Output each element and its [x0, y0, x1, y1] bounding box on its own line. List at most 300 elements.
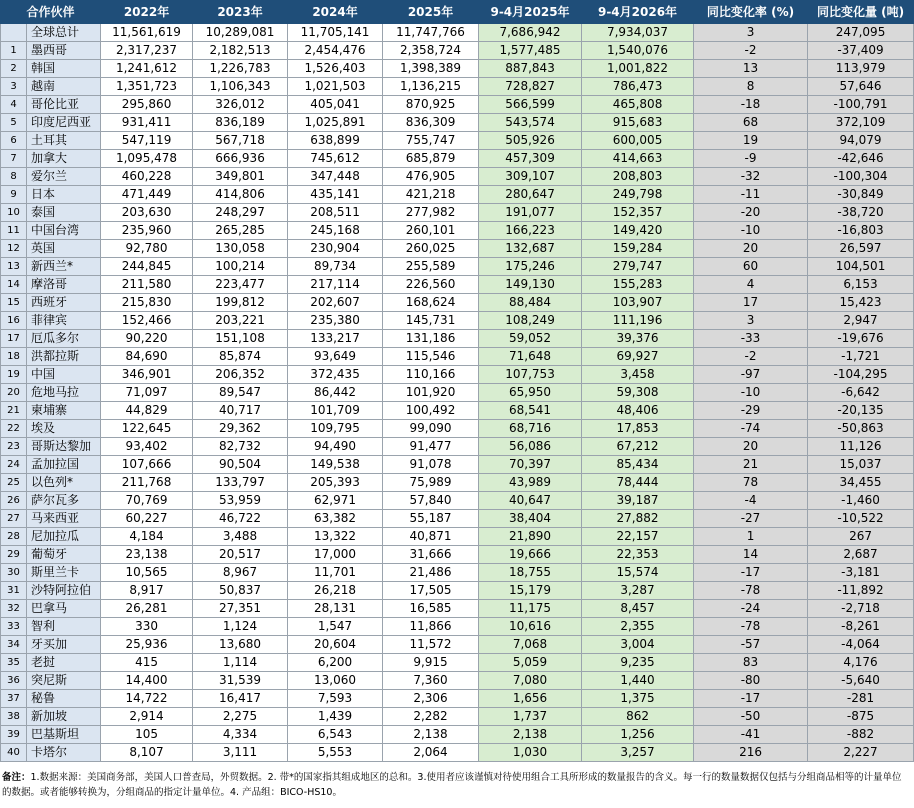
value-change-pct: -17 — [694, 690, 808, 708]
value-ytd-2025: 21,890 — [479, 528, 582, 546]
value-change-pct: -80 — [694, 672, 808, 690]
partner-name: 以色列* — [27, 474, 101, 492]
value-ytd-2025: 56,086 — [479, 438, 582, 456]
value-2022: 295,860 — [101, 96, 193, 114]
value-2023: 349,801 — [193, 168, 288, 186]
table-row[interactable] — [1, 582, 914, 600]
value-2024: 745,612 — [288, 150, 383, 168]
partner-name: 卡塔尔 — [27, 744, 101, 762]
value-2025: 11,866 — [383, 618, 479, 636]
value-2024: 101,709 — [288, 402, 383, 420]
table-row[interactable] — [1, 114, 914, 132]
value-ytd-2026: 17,853 — [582, 420, 694, 438]
value-change-pct: 14 — [694, 546, 808, 564]
rank-cell: 21 — [1, 402, 27, 420]
value-ytd-2025: 70,397 — [479, 456, 582, 474]
rank-cell: 35 — [1, 654, 27, 672]
value-ytd-2025: 309,107 — [479, 168, 582, 186]
value-ytd-2025: 175,246 — [479, 258, 582, 276]
value-2025: 277,982 — [383, 204, 479, 222]
value-change-qty: 6,153 — [808, 276, 914, 294]
value-2024: 11,705,141 — [288, 24, 383, 42]
table-row[interactable] — [1, 600, 914, 618]
table-row[interactable] — [1, 492, 914, 510]
table-row[interactable] — [1, 240, 914, 258]
rank-cell: 12 — [1, 240, 27, 258]
rank-cell: 31 — [1, 582, 27, 600]
table-row[interactable] — [1, 546, 914, 564]
table-row[interactable] — [1, 330, 914, 348]
rank-cell: 11 — [1, 222, 27, 240]
value-ytd-2026: 22,157 — [582, 528, 694, 546]
value-ytd-2025: 68,541 — [479, 402, 582, 420]
value-2023: 50,837 — [193, 582, 288, 600]
table-row[interactable] — [1, 96, 914, 114]
value-2024: 89,734 — [288, 258, 383, 276]
partner-name: 土耳其 — [27, 132, 101, 150]
value-change-pct: -20 — [694, 204, 808, 222]
value-2023: 206,352 — [193, 366, 288, 384]
value-change-pct: -33 — [694, 330, 808, 348]
partner-name: 智利 — [27, 618, 101, 636]
value-2023: 3,488 — [193, 528, 288, 546]
value-2022: 105 — [101, 726, 193, 744]
value-2022: 11,561,619 — [101, 24, 193, 42]
value-2024: 26,218 — [288, 582, 383, 600]
value-change-qty: -1,721 — [808, 348, 914, 366]
value-ytd-2025: 1,737 — [479, 708, 582, 726]
value-ytd-2025: 65,950 — [479, 384, 582, 402]
value-change-pct: -9 — [694, 150, 808, 168]
value-change-qty: 94,079 — [808, 132, 914, 150]
table-row[interactable] — [1, 456, 914, 474]
value-2023: 151,108 — [193, 330, 288, 348]
table-row[interactable] — [1, 438, 914, 456]
value-2023: 100,214 — [193, 258, 288, 276]
table-row[interactable] — [1, 168, 914, 186]
value-change-pct: -78 — [694, 618, 808, 636]
value-2024: 217,114 — [288, 276, 383, 294]
value-ytd-2025: 2,138 — [479, 726, 582, 744]
rank-cell: 27 — [1, 510, 27, 528]
partner-name: 印度尼西亚 — [27, 114, 101, 132]
value-change-pct: 68 — [694, 114, 808, 132]
value-2022: 152,466 — [101, 312, 193, 330]
value-2022: 25,936 — [101, 636, 193, 654]
partner-name: 中国台湾 — [27, 222, 101, 240]
value-2025: 685,879 — [383, 150, 479, 168]
value-2022: 346,901 — [101, 366, 193, 384]
table-row[interactable] — [1, 78, 914, 96]
value-ytd-2025: 71,648 — [479, 348, 582, 366]
value-2024: 93,649 — [288, 348, 383, 366]
value-2023: 46,722 — [193, 510, 288, 528]
rank-cell: 1 — [1, 42, 27, 60]
value-2024: 2,454,476 — [288, 42, 383, 60]
table-row[interactable] — [1, 654, 914, 672]
value-change-pct: -74 — [694, 420, 808, 438]
value-2025: 2,358,724 — [383, 42, 479, 60]
value-ytd-2025: 566,599 — [479, 96, 582, 114]
value-ytd-2026: 15,574 — [582, 564, 694, 582]
table-row[interactable] — [1, 222, 914, 240]
table-row[interactable] — [1, 204, 914, 222]
table-row[interactable] — [1, 186, 914, 204]
rank-cell: 9 — [1, 186, 27, 204]
value-2022: 14,722 — [101, 690, 193, 708]
table-row[interactable] — [1, 312, 914, 330]
value-2023: 567,718 — [193, 132, 288, 150]
table-row[interactable] — [1, 276, 914, 294]
value-2023: 82,732 — [193, 438, 288, 456]
value-change-pct: 60 — [694, 258, 808, 276]
rank-cell: 14 — [1, 276, 27, 294]
partner-name: 中国 — [27, 366, 101, 384]
header-ytd-2025[interactable]: 9-4月2025年 — [479, 1, 582, 24]
value-2025: 870,925 — [383, 96, 479, 114]
rank-cell: 8 — [1, 168, 27, 186]
value-ytd-2025: 15,179 — [479, 582, 582, 600]
value-2022: 60,227 — [101, 510, 193, 528]
value-2024: 62,971 — [288, 492, 383, 510]
value-2023: 1,106,343 — [193, 78, 288, 96]
value-2022: 8,107 — [101, 744, 193, 762]
value-2025: 11,747,766 — [383, 24, 479, 42]
header-change-qty[interactable]: 同比变化量 (吨) — [808, 1, 914, 24]
value-2025: 421,218 — [383, 186, 479, 204]
value-change-pct: 21 — [694, 456, 808, 474]
value-ytd-2025: 887,843 — [479, 60, 582, 78]
rank-cell: 23 — [1, 438, 27, 456]
table-row[interactable] — [1, 672, 914, 690]
value-ytd-2026: 208,803 — [582, 168, 694, 186]
partner-name: 加拿大 — [27, 150, 101, 168]
value-ytd-2025: 68,716 — [479, 420, 582, 438]
value-2025: 91,477 — [383, 438, 479, 456]
value-ytd-2026: 1,375 — [582, 690, 694, 708]
rank-cell: 29 — [1, 546, 27, 564]
value-change-qty: 15,037 — [808, 456, 914, 474]
partner-name: 全球总计 — [27, 24, 101, 42]
partner-name: 西班牙 — [27, 294, 101, 312]
value-2024: 11,701 — [288, 564, 383, 582]
table-row[interactable] — [1, 384, 914, 402]
value-ytd-2025: 10,616 — [479, 618, 582, 636]
value-2024: 230,904 — [288, 240, 383, 258]
value-change-qty: 2,687 — [808, 546, 914, 564]
rank-cell: 5 — [1, 114, 27, 132]
partner-name: 马来西亚 — [27, 510, 101, 528]
table-row[interactable] — [1, 708, 914, 726]
value-ytd-2025: 18,755 — [479, 564, 582, 582]
partner-name: 埃及 — [27, 420, 101, 438]
header-ytd-2026[interactable]: 9-4月2026年 — [582, 1, 694, 24]
value-change-pct: 8 — [694, 78, 808, 96]
rank-cell: 6 — [1, 132, 27, 150]
value-2025: 57,840 — [383, 492, 479, 510]
value-2025: 755,747 — [383, 132, 479, 150]
value-ytd-2025: 149,130 — [479, 276, 582, 294]
table-row[interactable] — [1, 132, 914, 150]
value-2023: 27,351 — [193, 600, 288, 618]
table-row[interactable] — [1, 60, 914, 78]
table-row[interactable] — [1, 510, 914, 528]
value-ytd-2026: 8,457 — [582, 600, 694, 618]
value-change-qty: -30,849 — [808, 186, 914, 204]
value-ytd-2026: 7,934,037 — [582, 24, 694, 42]
value-2022: 235,960 — [101, 222, 193, 240]
value-ytd-2025: 38,404 — [479, 510, 582, 528]
value-change-pct: 4 — [694, 276, 808, 294]
rank-cell: 25 — [1, 474, 27, 492]
value-2024: 208,511 — [288, 204, 383, 222]
value-2022: 244,845 — [101, 258, 193, 276]
partner-name: 泰国 — [27, 204, 101, 222]
partner-name: 墨西哥 — [27, 42, 101, 60]
partner-name: 萨尔瓦多 — [27, 492, 101, 510]
rank-cell: 19 — [1, 366, 27, 384]
partner-name: 斯里兰卡 — [27, 564, 101, 582]
value-ytd-2026: 786,473 — [582, 78, 694, 96]
value-2025: 836,309 — [383, 114, 479, 132]
value-2025: 1,136,215 — [383, 78, 479, 96]
value-ytd-2026: 2,355 — [582, 618, 694, 636]
value-2024: 205,393 — [288, 474, 383, 492]
value-2025: 145,731 — [383, 312, 479, 330]
value-2025: 7,360 — [383, 672, 479, 690]
value-2022: 8,917 — [101, 582, 193, 600]
partner-name: 摩洛哥 — [27, 276, 101, 294]
value-2022: 84,690 — [101, 348, 193, 366]
value-2022: 2,914 — [101, 708, 193, 726]
value-2023: 3,111 — [193, 744, 288, 762]
partner-name: 孟加拉国 — [27, 456, 101, 474]
partner-name: 越南 — [27, 78, 101, 96]
value-ytd-2026: 111,196 — [582, 312, 694, 330]
value-2025: 255,589 — [383, 258, 479, 276]
value-ytd-2026: 600,005 — [582, 132, 694, 150]
rank-cell: 20 — [1, 384, 27, 402]
value-ytd-2025: 19,666 — [479, 546, 582, 564]
value-ytd-2026: 1,001,822 — [582, 60, 694, 78]
value-change-qty: -19,676 — [808, 330, 914, 348]
value-ytd-2026: 27,882 — [582, 510, 694, 528]
value-ytd-2025: 1,030 — [479, 744, 582, 762]
value-2024: 372,435 — [288, 366, 383, 384]
value-2025: 2,064 — [383, 744, 479, 762]
value-ytd-2026: 3,458 — [582, 366, 694, 384]
value-change-qty: -6,642 — [808, 384, 914, 402]
value-2025: 40,871 — [383, 528, 479, 546]
value-ytd-2025: 1,577,485 — [479, 42, 582, 60]
value-ytd-2025: 7,068 — [479, 636, 582, 654]
value-2025: 17,505 — [383, 582, 479, 600]
table-row[interactable] — [1, 42, 914, 60]
value-2022: 415 — [101, 654, 193, 672]
table-row[interactable] — [1, 348, 914, 366]
header-2024[interactable]: 2024年 — [288, 1, 383, 24]
rank-cell: 7 — [1, 150, 27, 168]
table-row[interactable] — [1, 402, 914, 420]
value-2022: 107,666 — [101, 456, 193, 474]
value-change-qty: -2,718 — [808, 600, 914, 618]
value-change-pct: 3 — [694, 24, 808, 42]
rank-cell: 33 — [1, 618, 27, 636]
value-change-pct: -10 — [694, 384, 808, 402]
rank-cell: 3 — [1, 78, 27, 96]
value-change-pct: 216 — [694, 744, 808, 762]
partner-name: 新加坡 — [27, 708, 101, 726]
partner-name: 危地马拉 — [27, 384, 101, 402]
table-row[interactable] — [1, 258, 914, 276]
value-2025: 31,666 — [383, 546, 479, 564]
value-2024: 1,439 — [288, 708, 383, 726]
value-change-pct: 19 — [694, 132, 808, 150]
rank-cell: 10 — [1, 204, 27, 222]
value-2023: 199,812 — [193, 294, 288, 312]
value-2025: 21,486 — [383, 564, 479, 582]
value-change-pct: 13 — [694, 60, 808, 78]
header-2025[interactable]: 2025年 — [383, 1, 479, 24]
value-2023: 1,114 — [193, 654, 288, 672]
value-ytd-2026: 152,357 — [582, 204, 694, 222]
value-2023: 31,539 — [193, 672, 288, 690]
value-2023: 16,417 — [193, 690, 288, 708]
footnote-label: 备注： — [2, 772, 31, 783]
value-change-qty: 247,095 — [808, 24, 914, 42]
table-row[interactable] — [1, 528, 914, 546]
partner-name: 爱尔兰 — [27, 168, 101, 186]
value-2022: 26,281 — [101, 600, 193, 618]
value-change-qty: -875 — [808, 708, 914, 726]
rank-cell: 39 — [1, 726, 27, 744]
value-2024: 94,490 — [288, 438, 383, 456]
table-row[interactable] — [1, 636, 914, 654]
value-ytd-2026: 465,808 — [582, 96, 694, 114]
value-ytd-2026: 915,683 — [582, 114, 694, 132]
value-2022: 4,184 — [101, 528, 193, 546]
rank-cell: 40 — [1, 744, 27, 762]
partner-name: 韩国 — [27, 60, 101, 78]
value-change-qty: -100,791 — [808, 96, 914, 114]
value-change-pct: -57 — [694, 636, 808, 654]
value-2023: 666,936 — [193, 150, 288, 168]
value-change-qty: -50,863 — [808, 420, 914, 438]
value-ytd-2025: 5,059 — [479, 654, 582, 672]
value-2024: 6,200 — [288, 654, 383, 672]
table-row[interactable] — [1, 618, 914, 636]
value-2023: 1,226,783 — [193, 60, 288, 78]
value-change-pct: -27 — [694, 510, 808, 528]
value-2024: 109,795 — [288, 420, 383, 438]
value-ytd-2026: 78,444 — [582, 474, 694, 492]
rank-cell: 34 — [1, 636, 27, 654]
header-2022[interactable]: 2022年 — [101, 1, 193, 24]
value-ytd-2025: 11,175 — [479, 600, 582, 618]
value-2023: 2,275 — [193, 708, 288, 726]
value-ytd-2026: 3,004 — [582, 636, 694, 654]
value-change-qty: -42,646 — [808, 150, 914, 168]
rank-cell: 18 — [1, 348, 27, 366]
value-ytd-2026: 1,256 — [582, 726, 694, 744]
value-change-qty: -3,181 — [808, 564, 914, 582]
value-2024: 638,899 — [288, 132, 383, 150]
value-2025: 11,572 — [383, 636, 479, 654]
partner-name: 洪都拉斯 — [27, 348, 101, 366]
value-2024: 86,442 — [288, 384, 383, 402]
header-partner[interactable]: 合作伙伴 — [1, 1, 101, 24]
partner-name: 沙特阿拉伯 — [27, 582, 101, 600]
value-2024: 63,382 — [288, 510, 383, 528]
value-change-pct: 83 — [694, 654, 808, 672]
value-2022: 330 — [101, 618, 193, 636]
value-ytd-2026: 1,440 — [582, 672, 694, 690]
value-2025: 115,546 — [383, 348, 479, 366]
partner-name: 牙买加 — [27, 636, 101, 654]
value-2024: 20,604 — [288, 636, 383, 654]
table-row[interactable] — [1, 474, 914, 492]
rank-cell: 17 — [1, 330, 27, 348]
value-change-qty: -5,640 — [808, 672, 914, 690]
value-2022: 10,565 — [101, 564, 193, 582]
rank-cell: 30 — [1, 564, 27, 582]
value-2023: 10,289,081 — [193, 24, 288, 42]
table-row[interactable] — [1, 420, 914, 438]
partner-name: 日本 — [27, 186, 101, 204]
value-ytd-2026: 3,287 — [582, 582, 694, 600]
value-2023: 265,285 — [193, 222, 288, 240]
value-change-pct: -24 — [694, 600, 808, 618]
value-change-qty: -104,295 — [808, 366, 914, 384]
value-ytd-2025: 7,686,942 — [479, 24, 582, 42]
value-2023: 13,680 — [193, 636, 288, 654]
value-change-qty: -281 — [808, 690, 914, 708]
table-row[interactable] — [1, 744, 914, 762]
value-change-pct: 3 — [694, 312, 808, 330]
footnote-text: 1.数据来源：美国商务部，美国人口普查局，外贸数据。2. 带*的国家指其组成地区的总和。3.使用者应该谨慎对待使用组合工具所形成的数量报告的含义。每一行的数量数据仅包括与分组商品相等的计量单位的数据。或者能够转换为，分组商品的指定计量单位。4. 产品组：BICO-HS10。 — [2, 772, 902, 798]
value-ytd-2026: 9,235 — [582, 654, 694, 672]
table-row[interactable] — [1, 726, 914, 744]
value-change-qty: 4,176 — [808, 654, 914, 672]
value-ytd-2025: 107,753 — [479, 366, 582, 384]
value-2024: 17,000 — [288, 546, 383, 564]
total-row[interactable] — [1, 24, 914, 42]
value-2023: 8,967 — [193, 564, 288, 582]
value-change-pct: -18 — [694, 96, 808, 114]
value-change-pct: 20 — [694, 438, 808, 456]
value-2024: 6,543 — [288, 726, 383, 744]
header-change-pct[interactable]: 同比变化率 (%) — [694, 1, 808, 24]
value-ytd-2025: 88,484 — [479, 294, 582, 312]
table-row[interactable] — [1, 294, 914, 312]
value-change-pct: 20 — [694, 240, 808, 258]
value-2022: 1,351,723 — [101, 78, 193, 96]
table-row[interactable] — [1, 150, 914, 168]
footnote — [2, 770, 910, 800]
table-row[interactable] — [1, 690, 914, 708]
table-row[interactable] — [1, 564, 914, 582]
value-2023: 223,477 — [193, 276, 288, 294]
value-change-qty: 372,109 — [808, 114, 914, 132]
value-ytd-2026: 155,283 — [582, 276, 694, 294]
value-2024: 149,538 — [288, 456, 383, 474]
value-2024: 28,131 — [288, 600, 383, 618]
value-2025: 131,186 — [383, 330, 479, 348]
table-row[interactable] — [1, 366, 914, 384]
value-ytd-2026: 279,747 — [582, 258, 694, 276]
header-2023[interactable]: 2023年 — [193, 1, 288, 24]
value-ytd-2025: 457,309 — [479, 150, 582, 168]
